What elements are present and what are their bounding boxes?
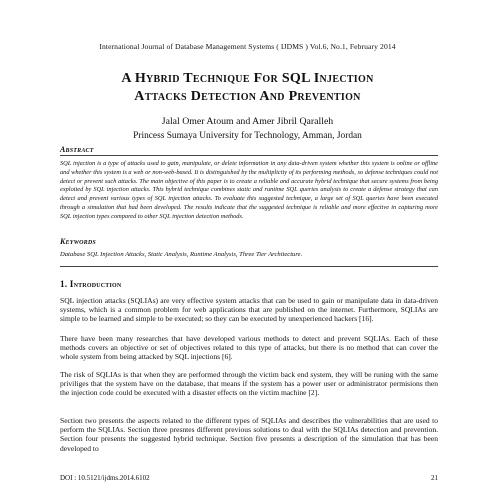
footer-page-number: 21: [431, 474, 438, 482]
title-line-2: Attacks Detection And Prevention: [134, 89, 361, 104]
introduction-heading: 1. Introduction: [60, 279, 122, 289]
footer-doi: DOI : 10.5121/ijdms.2014.6102: [60, 474, 150, 482]
paper-title: [40, 70, 455, 106]
abstract-heading: Abstract: [60, 145, 94, 154]
keywords-bottom-rule: [60, 266, 438, 267]
affiliation: Princess Sumaya University for Technology, Amman, Jordan: [133, 131, 362, 141]
journal-header: International Journal of Database Management Systems ( IJDMS ) Vol.6, No.1, February 2014: [99, 42, 396, 51]
title-line-1: A Hybrid Technique For SQL Injection: [121, 71, 374, 86]
intro-paragraph-1: SQL injection attacks (SQLIAs) are very effective system attacks that can be used to gain or manipulate data in data-driven systems, which is a common problem for web applications that are published on the internet. Furthermore, SQLIAs are simple to be learned and simple to be executed; so they can be executed by unexperienced hackers [16].: [60, 296, 438, 324]
keywords-text: Database SQL Injection Attacks, Static Analysis, Runtime Analysis, Three Tier Architecture.: [60, 251, 303, 258]
authors: Jalal Omer Atoum and Amer Jibril Qaralleh: [161, 116, 334, 127]
intro-paragraph-4: Section two presents the aspects related to the different types of SQLIAs and describes the vulnerabilities that are used to perform the SQLIAs. Section three presntes different previous solutions to deal with the SQLIAs detection and prevention. Section four presents the suggested hybrid technique. Section five presents a description of the simulation that has been developed to: [60, 416, 438, 453]
intro-paragraph-3: The risk of SQLIAs is that when they are performed through the victim back end system, they will be runing with the same priviliges that the system have on the database, that means if the system has a power user or administrator permisions then the injection code could be executed with a disaster effects on the victim machine [2].: [60, 370, 438, 398]
intro-paragraph-2: There have been many researches that have developed various methods to detect and prevent SQLIAs. Each of these methods covers an objective or set of objectives related to this type of attacks, but there is no method that can cover the whole system from being attacked by SQL injections [6].: [60, 334, 438, 362]
abstract-text: SQL injection is a type of attacks used to gain, manipulate, or delete information in any data-driven system whether this system is online or offline and whether this system is a web or non-web-based. It is distinguished by the multiplicity of its performing methods, so defense techniques could not detect or prevent such attacks. The main objective of this paper is to create a reliable and accurate hybrid technique that secure systems from being exploited by SQL injection attacks. This hybrid technique combines static and runtime SQL queries analysis to create a defense strategy that can detect and prevent various types of SQL injection attacks. To evaluate this suggested technique, a large set of SQL queries have been executed through a simulation that had been developed. The results indicate that the suggested technique is reliable and more effective in capturing more SQL injection types compared to other SQL injection detection methods.: [60, 160, 438, 220]
abstract-top-rule: [60, 155, 438, 156]
keywords-heading: Keywords: [60, 237, 96, 246]
